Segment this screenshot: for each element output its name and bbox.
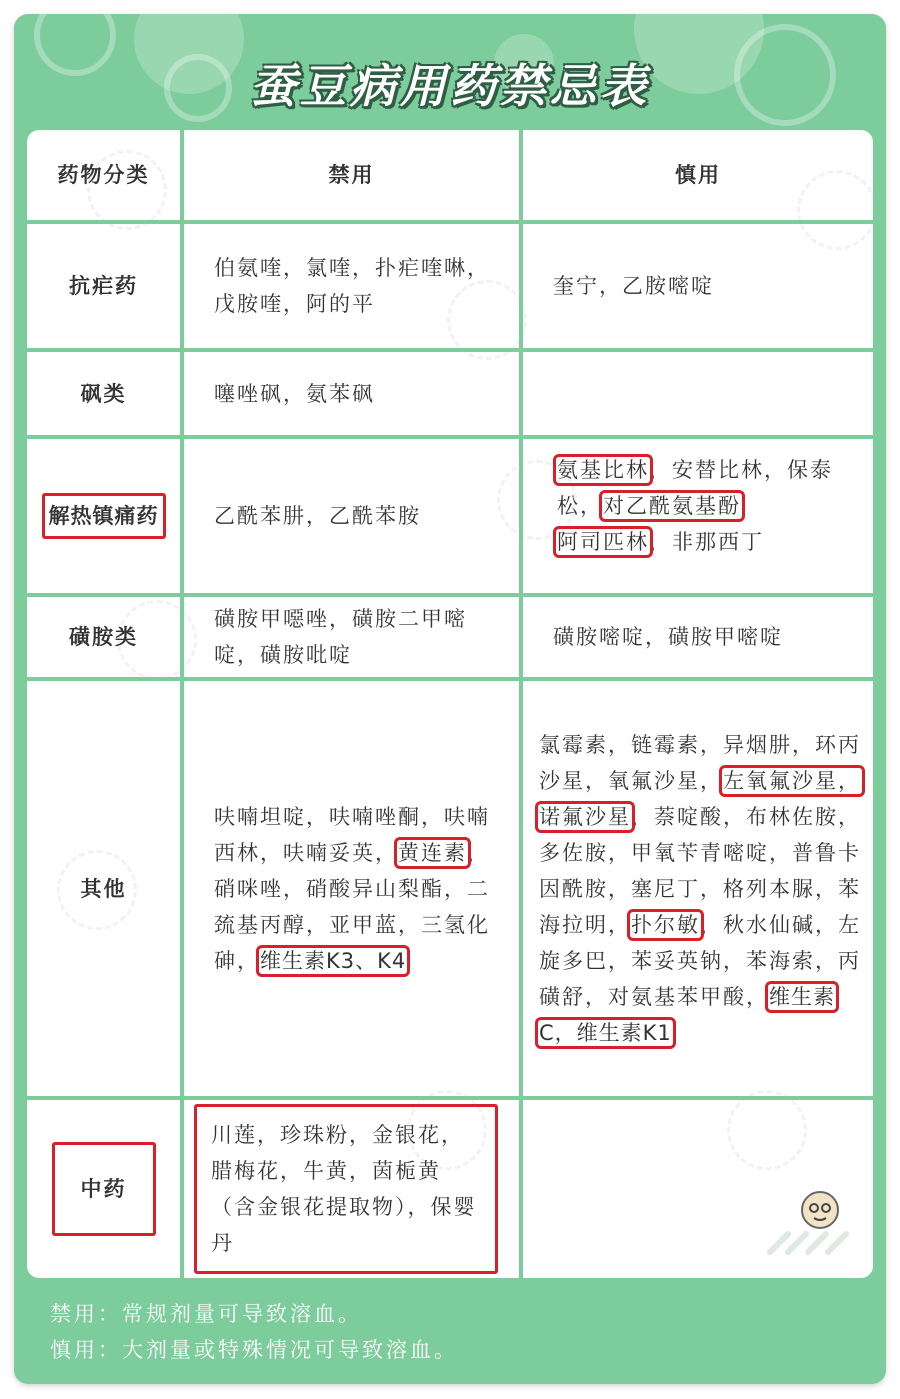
row-category-analgesic-cell (27, 439, 180, 593)
row-forbidden-other (184, 681, 519, 1096)
caution-other-text (539, 727, 863, 1051)
row-category-sulfone: 砜类 (80, 381, 127, 406)
info-card (14, 14, 886, 1384)
page-title: 蚕豆病用药禁忌表 (250, 59, 650, 113)
highlighted-drug: 氨基比林 (557, 458, 649, 482)
drug-text: 氯霉素，链霉素，异烟肼，环丙沙星，氧氟沙星， (539, 732, 861, 793)
row-category-other: 其他 (80, 876, 127, 901)
drug-text: 保泰松， (557, 458, 833, 518)
legend-caution: 慎用：大剂量或特殊情况可导致溶血。 (50, 1338, 458, 1362)
row-forbidden-antimalarial: 伯氨喹，氯喹，扑疟喹啉，戊胺喹，阿的平 (214, 256, 490, 316)
drug-text: 呋喃坦啶，呋喃唑酮，呋喃西林，呋喃妥英， (214, 804, 490, 865)
row-category-sulfonamide: 磺胺类 (69, 625, 138, 649)
row-category-tcm: 中药 (52, 1142, 156, 1236)
row-forbidden-analgesic: 乙酰苯肼，乙酰苯胺 (214, 504, 421, 528)
header-category: 药物分类 (57, 163, 150, 187)
row-caution-tcm (523, 1100, 873, 1278)
legend-footer (50, 1296, 458, 1368)
drug-table (27, 130, 873, 1278)
forbidden-other-text (214, 799, 507, 979)
highlighted-drug: 扑尔敏 (631, 912, 700, 937)
row-caution-other (523, 681, 873, 1096)
header-forbidden: 禁用 (328, 163, 375, 187)
drug-text: ，硝咪唑，硝酸异山梨酯，二巯基丙醇，亚甲蓝，三氢化砷， (214, 840, 490, 973)
row-category-analgesic: 解热镇痛药 (42, 493, 166, 539)
highlighted-drug: 维生素K3、K4 (260, 948, 407, 973)
drug-text: ，非那西丁 (649, 530, 764, 554)
row-caution-antimalarial: 奎宁，乙胺嘧啶 (553, 274, 714, 298)
highlighted-drug: 黄连素 (398, 840, 467, 865)
highlighted-drug: 维生素C，维生素K1 (539, 984, 835, 1045)
row-caution-sulfone (523, 352, 873, 435)
row-forbidden-tcm-cell (184, 1100, 519, 1278)
row-category-antimalarial: 抗疟药 (69, 274, 138, 298)
drug-text: ，安替比林， (649, 458, 787, 482)
row-forbidden-tcm: 川莲，珍珠粉，金银花，腊梅花，牛黄，茵栀黄（含金银花提取物），保婴丹 (194, 1104, 498, 1274)
row-caution-analgesic (523, 439, 873, 593)
highlighted-drug: 对乙酰氨基酚 (603, 494, 741, 518)
header-caution: 慎用 (675, 163, 721, 187)
row-forbidden-sulfonamide: 磺胺甲噁唑，磺胺二甲嘧啶，磺胺吡啶 (214, 607, 467, 667)
legend-forbidden: 禁用：常规剂量可导致溶血。 (50, 1302, 362, 1326)
row-caution-sulfonamide: 磺胺嘧啶，磺胺甲嘧啶 (553, 625, 783, 649)
drug-text: ，萘啶酸，布林佐胺，多佐胺，甲氧苄青嘧啶，普鲁卡因酰胺，塞尼丁，格列本脲，苯海拉明， (539, 804, 861, 937)
highlighted-drug: 阿司匹林 (557, 530, 649, 554)
highlighted-drug: 左氧氟沙星，诺氟沙星 (539, 768, 861, 829)
row-category-tcm-cell (27, 1100, 180, 1278)
row-forbidden-sulfone: 噻唑砜，氨苯砜 (214, 381, 375, 406)
drug-text: ，秋水仙碱，左旋多巴，苯妥英钠，苯海索，丙磺舒，对氨基苯甲酸， (539, 912, 861, 1009)
